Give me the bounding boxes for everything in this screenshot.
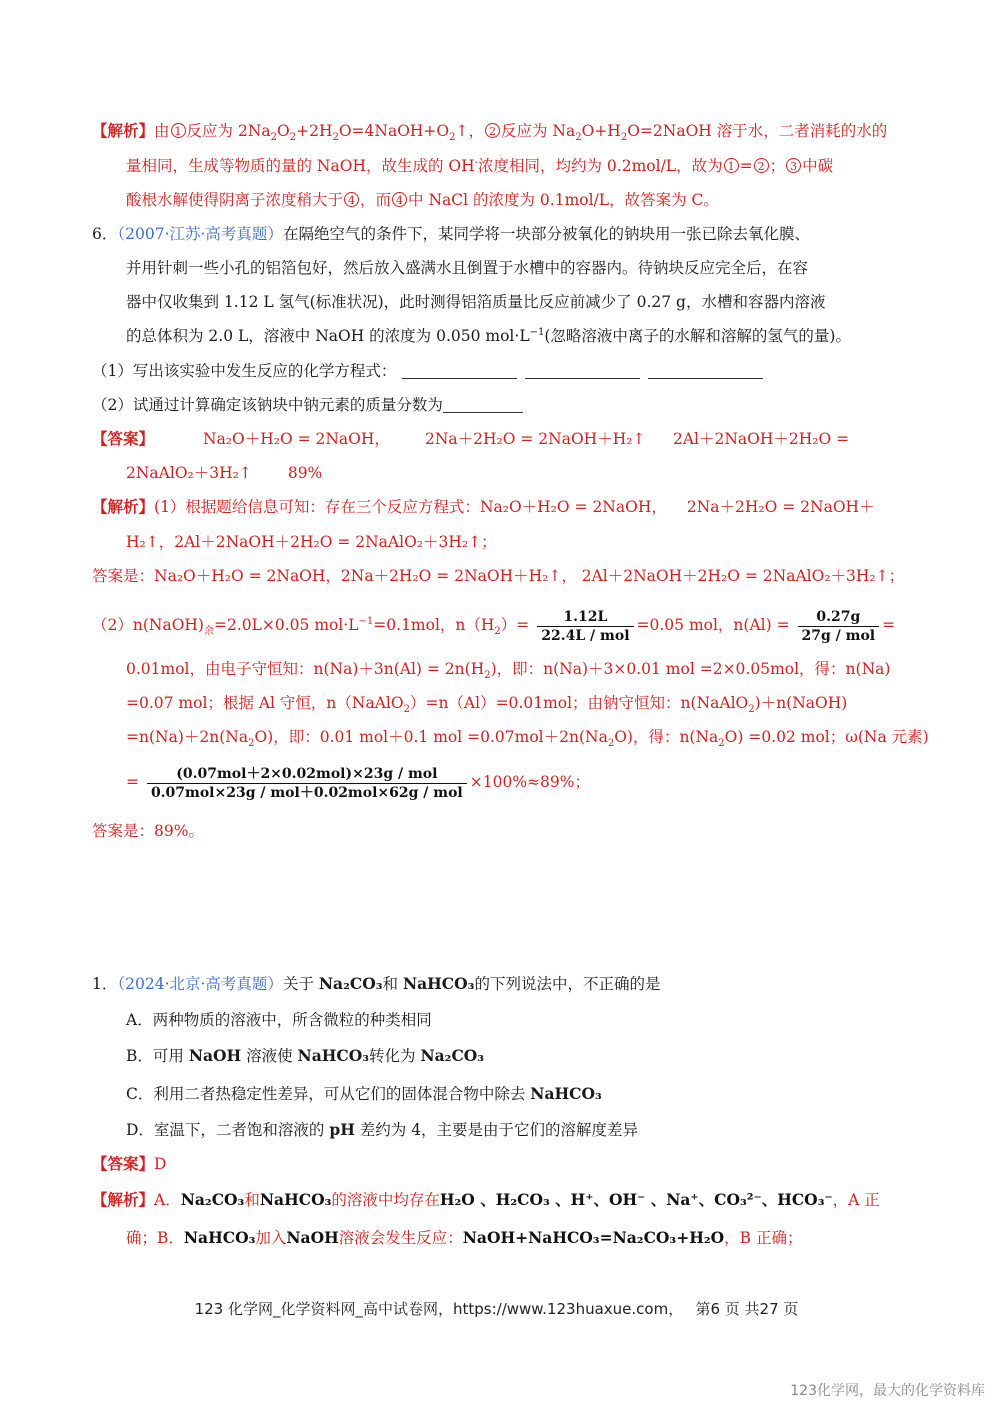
answer-blank[interactable]: [648, 362, 763, 379]
circled-number: 3: [786, 158, 801, 173]
question-source: （2024·北京·高考真题）: [117, 975, 283, 993]
q6-stem-line-3: 器中仅收集到 1.12 L 氢气(标准状况)，此时测得铝箔质量比反应前减少了 0.27 g，水槽和容器内溶液: [126, 293, 826, 311]
analysis-tag: 【解析】: [92, 497, 155, 516]
q5-analysis-line-3: 酸根水解使得阴离子浓度稍大于 4 ，而 4 中 NaCl 的浓度为 0.1mol/L，故答案为 C。: [126, 191, 719, 209]
answer-tag: 【答案】: [92, 1154, 155, 1173]
circled-number: 1: [171, 123, 186, 138]
q6-analysis-line-1: 【解析】(1）根据题给信息可知：存在三个反应方程式：Na₂O＋H₂O = 2NaOH， 2Na＋2H₂O = 2NaOH＋: [92, 497, 875, 516]
q6-answer-line-1: [92, 428, 154, 450]
circled-number: 4: [392, 192, 407, 207]
q1-option-d: D．室温下，二者饱和溶液的 pH 差约为 4，主要是由于它们的溶解度差异: [126, 1120, 639, 1139]
question-number: 6．: [92, 225, 118, 243]
q6-answer-line-2: 2NaAlO₂＋3H₂↑ 89%: [126, 464, 323, 482]
q1-option-a: A．两种物质的溶液中，所含微粒的种类相同: [126, 1011, 432, 1029]
answer-tag: 【答案】: [92, 429, 155, 448]
circled-number: 1: [724, 158, 739, 173]
q5-analysis-line-1: 【解析】由 1 反应为 $2Na_2O_2+2H_2O=4NaOH+O_2↑$， 2 反应为 $Na_2O+H_2O=2NaOH$ 溶于水，二者消耗的水的: [92, 121, 888, 144]
q6-analysis-line-3: 答案是：Na₂O＋H₂O = 2NaOH，2Na＋2H₂O = 2NaOH＋H₂↑， 2Al＋2NaOH＋2H₂O = 2NaAlO₂＋3H₂↑；: [92, 567, 905, 585]
q6-analysis-line-2: H₂↑，2Al＋2NaOH＋2H₂O = 2NaAlO₂＋3H₂↑；: [126, 533, 497, 551]
q6-analysis-line-6: =0.07 mol；根据 Al 守恒，n（NaAlO$_2$）=n（Al）=0.01mol；由钠守恒知：n(NaAlO$_2$)＋n(NaOH): [126, 694, 848, 716]
q6-answer-eq1: Na₂O＋H₂O = 2NaOH，: [203, 430, 390, 448]
fraction: $\frac{1.12L}{\text{22.4L / mol}}$: [537, 608, 633, 645]
q1-analysis-line-1: 【解析】A．Na₂CO₃和NaHCO₃的溶液中均存在H₂O 、H₂CO₃ 、H⁺、OH⁻ 、Na⁺、CO₃²⁻、HCO₃⁻，A 正: [92, 1190, 880, 1209]
q6-analysis-line-5: 0.01mol，由电子守恒知：$n(Na)+3n(Al) = 2n(H_2)$，即：n(Na)＋3×0.01 mol =2×0.05mol，得：n(Na): [126, 660, 891, 682]
circled-number: 2: [485, 123, 500, 138]
q6-answer-eq3: 2Al＋2NaOH＋2H₂O =: [673, 430, 850, 448]
fraction: $\frac{0.27g}{\text{27g / mol}}$: [798, 608, 880, 645]
analysis-tag: 【解析】: [92, 121, 155, 140]
answer-blank[interactable]: [443, 396, 523, 413]
answer-blank[interactable]: [402, 362, 517, 379]
watermark: 123化学网，最大的化学资料库: [790, 1383, 985, 1399]
page-footer: 123 化学网_化学资料网_高中试卷网，https://www.123huaxue.com， 第6 页 共27 页: [194, 1300, 799, 1318]
q6-part-2: （2）试通过计算确定该钠块中钠元素的质量分数为: [92, 394, 523, 416]
analysis-tag: 【解析】: [92, 1190, 155, 1209]
circled-number: 4: [344, 192, 359, 207]
q6-stem-line-4: 的总体积为 2.0 L，溶液中 NaOH 的浓度为 0.050 $mol\cdot L^{-1}$(忽略溶液中离子的水解和溶解的氢气的量)。: [126, 326, 851, 345]
q6-analysis-line-4: $(2)n(NaOH)_余=2.0L\times 0.05$ $mol\cdot L^{-1}=0.1mol$，$n(H_2)=$ $\frac{1.12L}{\text{22.4L / mol}}$ =0.05 mol，n(Al) = $\frac{0.27g}{\text{27g / mol}}$ =: [92, 608, 896, 644]
circled-number: 2: [754, 158, 769, 173]
question-source: （2007·江苏·高考真题）: [117, 225, 283, 243]
answer-blank[interactable]: [525, 362, 640, 379]
q1-option-c: C．利用二者热稳定性差异，可从它们的固体混合物中除去 NaHCO₃: [126, 1084, 602, 1103]
q6-stem-line-1: 6．（2007·江苏·高考真题）在隔绝空气的条件下，某同学将一块部分被氧化的钠块用一张已除去氧化膜、: [92, 225, 810, 243]
q6-part-1: （1）写出该实验中发生反应的化学方程式：: [92, 360, 763, 382]
q6-answer-eq2: 2Na＋2H₂O = 2NaOH＋H₂↑: [425, 430, 646, 448]
q1-option-b: B．可用 NaOH 溶液使 NaHCO₃转化为 Na₂CO₃: [126, 1046, 485, 1065]
q6-final-answer: 答案是：89%。: [92, 822, 204, 840]
q6-stem-line-2: 并用针刺一些小孔的铝箔包好，然后放入盛满水且倒置于水槽中的容器内。待钠块反应完全后，在容: [126, 259, 809, 277]
fraction: $\frac{\text{(0.07mol＋2×0.02mol)×23g / mol}}{\text{0.07mol×23g / mol＋0.02mol×62g / mol}}$: [147, 765, 467, 802]
q6-analysis-line-8: = $\frac{\text{(0.07mol＋2×0.02mol)×23g / mol}}{\text{0.07mol×23g / mol＋0.02mol×62g / mol}}$ ×100%≈89%；: [126, 765, 590, 801]
q1-answer: 【答案】D: [92, 1154, 167, 1173]
q5-analysis-line-2: 量相同，生成等物质的量的 NaOH，故生成的 OH-浓度相同，均约为 0.2mol/L，故为 1 = 2 ； 3 中碳: [126, 156, 834, 175]
q1-analysis-line-2: 确；B．NaHCO₃加入NaOH溶液会发生反应：NaOH+NaHCO₃=Na₂CO₃+H₂O，B 正确；: [126, 1228, 803, 1247]
q1-stem: 1．（2024·北京·高考真题）关于 Na₂CO₃和 NaHCO₃的下列说法中，不正确的是: [92, 974, 661, 993]
q6-analysis-line-7: $=n(Na)+2n(Na_2O)$，即：0.01 mol＋0.1 mol $=0.07mol+2n(Na_2O)$，得：$n(Na_2O) =0.02$ mol；ω(Na 元素): [126, 728, 929, 750]
question-number: 1．: [92, 975, 118, 993]
